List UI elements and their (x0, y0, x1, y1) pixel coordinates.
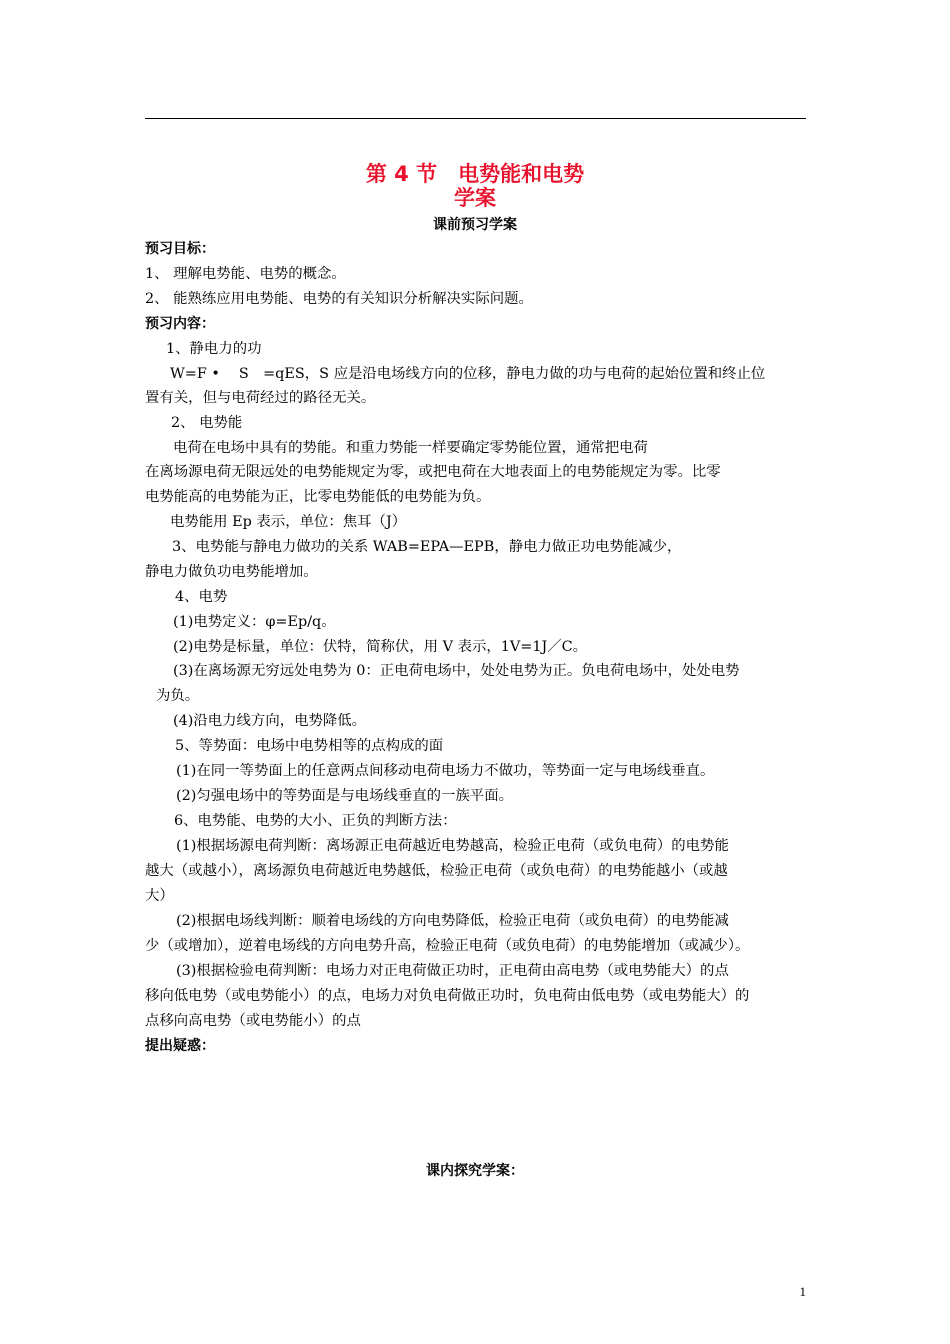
text-line: 电势能高的电势能为正，比零电势能低的电势能为负。 (145, 489, 491, 505)
goal-item: 1、 理解电势能、电势的概念。 (145, 266, 346, 282)
page-title: 第 4 节 电势能和电势 (365, 162, 585, 186)
heading-preview-goals: 预习目标： (145, 241, 215, 257)
text-line: 点移向高电势（或电势能小）的点 (145, 1013, 361, 1029)
text-line: (3)根据检验电荷判断：电场力对正电荷做正功时，正电荷由高电势（或电势能大）的点 (176, 963, 729, 979)
page-title-line2: 学案 (454, 186, 496, 210)
text-line: (2)电势是标量，单位：伏特，简称伏，用 V 表示，1V=1J／C。 (173, 639, 588, 655)
text-line: (4)沿电力线方向，电势降低。 (173, 713, 367, 729)
text-line: (1)在同一等势面上的任意两点间移动电荷电场力不做功，等势面一定与电场线垂直。 (176, 763, 715, 779)
page-number: 1 (799, 1284, 806, 1299)
text-line: (1)电势定义：φ=Ep/q。 (173, 614, 336, 630)
text-line: 在离场源电荷无限远处的电势能规定为零，或把电荷在大地表面上的电势能规定为零。比零 (145, 464, 721, 480)
text-line: 3、电势能与静电力做功的关系 WAB=EPA—EPB，静电力做正功电势能减少， (172, 539, 682, 555)
text-line: (2)匀强电场中的等势面是与电场线垂直的一族平面。 (176, 788, 513, 804)
goal-item: 2、 能熟练应用电势能、电势的有关知识分析解决实际问题。 (145, 291, 533, 307)
heading-preview-content: 预习内容： (145, 316, 215, 332)
text-line: 电荷在电场中具有的势能。和重力势能一样要确定零势能位置，通常把电荷 (173, 440, 648, 456)
text-line: 置有关，但与电荷经过的路径无关。 (145, 390, 376, 406)
text-line: (1)根据场源电荷判断：离场源正电荷越近电势越高，检验正电荷（或负电荷）的电势能 (176, 838, 729, 854)
header-rule (145, 118, 806, 119)
section-heading-preview: 课前预习学案 (433, 217, 517, 233)
text-line: 移向低电势（或电势能小）的点，电场力对负电荷做正功时，负电荷由低电势（或电势能大）的 (145, 988, 750, 1004)
text-line: (2)根据电场线判断：顺着电场线的方向电势降低，检验正电荷（或负电荷）的电势能减 (176, 913, 729, 929)
text-line: 4、电势 (175, 589, 228, 605)
section-heading-inclass: 课内探究学案： (426, 1163, 524, 1179)
text-line: 大） (145, 888, 174, 904)
text-line: 5、等势面：电场中电势相等的点构成的面 (175, 738, 444, 754)
text-line: 1、静电力的功 (166, 341, 262, 357)
text-line: 6、电势能、电势的大小、正负的判断方法： (174, 813, 457, 829)
heading-questions: 提出疑惑： (145, 1038, 215, 1054)
text-line: 2、 电势能 (171, 415, 243, 431)
text-line: 电势能用 Ep 表示，单位：焦耳（J） (170, 514, 407, 530)
text-line: 为负。 (156, 688, 200, 704)
text-line: (3)在离场源无穷远处电势为 0：正电荷电场中，处处电势为正。负电荷电场中，处处电势 (173, 663, 740, 679)
text-line: W=F • S =qES，S 应是沿电场线方向的位移，静电力做的功与电荷的起始位置和终止位 (170, 366, 766, 382)
text-line: 静电力做负功电势能增加。 (145, 564, 318, 580)
text-line: 越大（或越小），离场源负电荷越近电势越低，检验正电荷（或负电荷）的电势能越小（或越 (145, 863, 728, 879)
text-line: 少（或增加），逆着电场线的方向电势升高，检验正电荷（或负电荷）的电势能增加（或减少）。 (145, 938, 750, 954)
